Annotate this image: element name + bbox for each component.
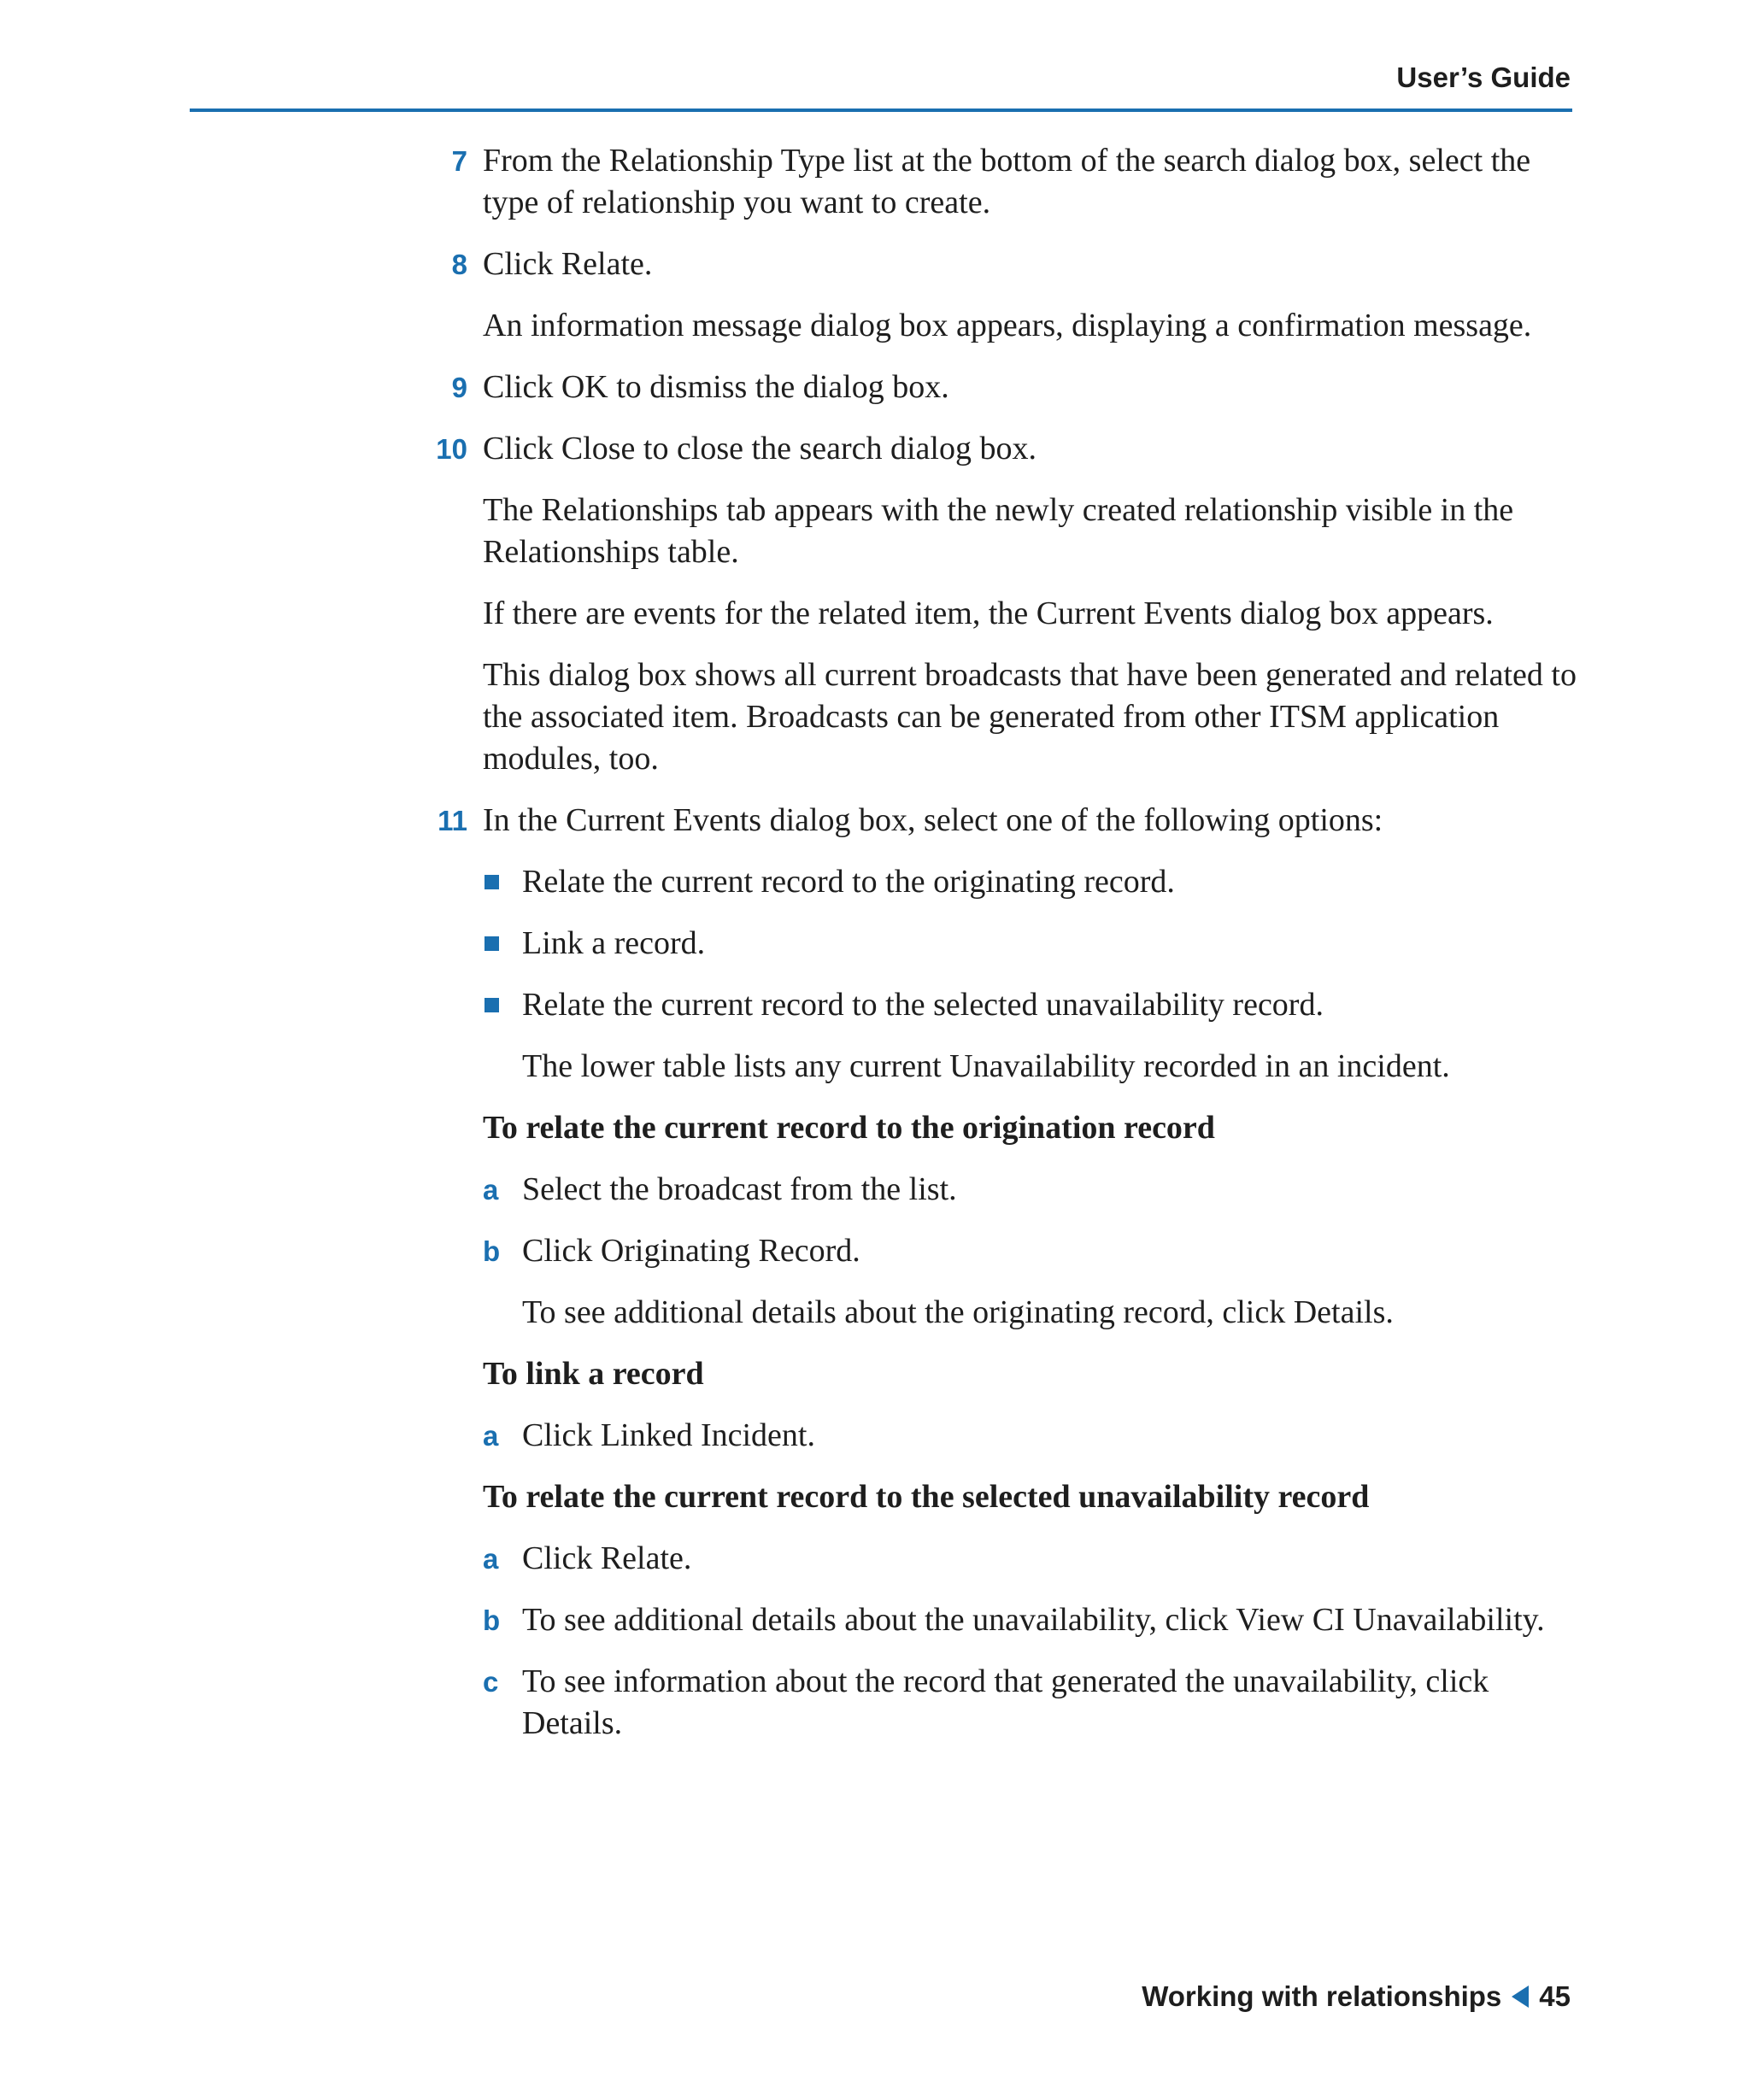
list-item xyxy=(522,984,1585,1026)
square-bullet-icon xyxy=(484,936,499,951)
bullet-text: Link a record. xyxy=(522,925,706,961)
step-number: 9 xyxy=(451,372,467,403)
step-8 xyxy=(451,243,1585,285)
sub-step-text: Click Linked Incident. xyxy=(522,1417,815,1453)
section-heading: To link a record xyxy=(483,1356,704,1392)
bullet-note: The lower table lists any current Unavailability recorded in an incident. xyxy=(522,1048,1450,1084)
page-number: 45 xyxy=(1539,1980,1571,2012)
sub-step-letter: a xyxy=(483,1420,499,1452)
step-10-result: The Relationships tab appears with the newly created relationship visible in the Relationships table. xyxy=(483,492,1514,570)
sub-step-letter: c xyxy=(483,1666,499,1698)
step-7 xyxy=(451,140,1585,224)
sub-step-text: To see additional details about the unavailability, click View CI Unavailability. xyxy=(522,1602,1545,1638)
list-item xyxy=(522,923,1585,965)
sub-step-letter: a xyxy=(483,1543,499,1575)
left-triangle-icon xyxy=(1512,1986,1529,2008)
events-note: If there are events for the related item, the Current Events dialog box appears. xyxy=(483,595,1494,631)
step-text: From the Relationship Type list at the bottom of the search dialog box, select the type of relationship you want to create. xyxy=(483,143,1531,220)
step-text: In the Current Events dialog box, select one of the following options: xyxy=(483,802,1383,838)
step-10 xyxy=(436,428,1585,470)
step-text: Click Relate. xyxy=(483,246,653,282)
section-heading: To relate the current record to the origination record xyxy=(483,1110,1215,1146)
list-item xyxy=(522,861,1585,903)
sub-step-text: Select the broadcast from the list. xyxy=(522,1171,957,1207)
sub-step-letter: a xyxy=(483,1174,499,1205)
guide-title: User’s Guide xyxy=(1396,62,1571,93)
sub-step xyxy=(483,1599,1585,1641)
broadcasts-note: This dialog box shows all current broadcasts that have been generated and related to the associated item. Broadcasts can be generated from other ITSM application modules, too. xyxy=(483,657,1577,777)
step-11 xyxy=(438,800,1585,842)
step-text: Click Close to close the search dialog box. xyxy=(483,431,1036,466)
section-heading: To relate the current record to the selected unavailability record xyxy=(483,1479,1370,1515)
step-9 xyxy=(451,367,1585,408)
step-number: 11 xyxy=(438,805,467,836)
sub-step xyxy=(483,1415,1585,1457)
sub-step xyxy=(483,1661,1585,1745)
sub-step xyxy=(483,1230,1585,1272)
header-rule xyxy=(190,109,1572,112)
page-footer xyxy=(1142,1980,1571,2013)
bullet-text: Relate the current record to the originating record. xyxy=(522,864,1175,900)
bullet-text: Relate the current record to the selected unavailability record. xyxy=(522,987,1324,1023)
sub-step-text: To see information about the record that generated the unavailability, click Details. xyxy=(522,1663,1489,1741)
square-bullet-icon xyxy=(484,875,499,889)
step-text: Click OK to dismiss the dialog box. xyxy=(483,369,949,405)
step-number: 10 xyxy=(436,433,467,465)
sub-step-letter: b xyxy=(483,1235,501,1267)
sub-step-text: Click Originating Record. xyxy=(522,1233,860,1269)
step-number: 7 xyxy=(451,145,467,177)
sub-step-letter: b xyxy=(483,1604,501,1636)
square-bullet-icon xyxy=(484,998,499,1012)
page-content xyxy=(436,140,1585,1764)
footer-section-title: Working with relationships xyxy=(1142,1980,1502,2012)
sub-step-note: To see additional details about the originating record, click Details. xyxy=(522,1294,1394,1330)
sub-step-text: Click Relate. xyxy=(522,1540,692,1576)
sub-step xyxy=(483,1169,1585,1211)
sub-step xyxy=(483,1538,1585,1580)
step-number: 8 xyxy=(451,249,467,280)
step-8-result: An information message dialog box appears, displaying a confirmation message. xyxy=(483,308,1532,343)
